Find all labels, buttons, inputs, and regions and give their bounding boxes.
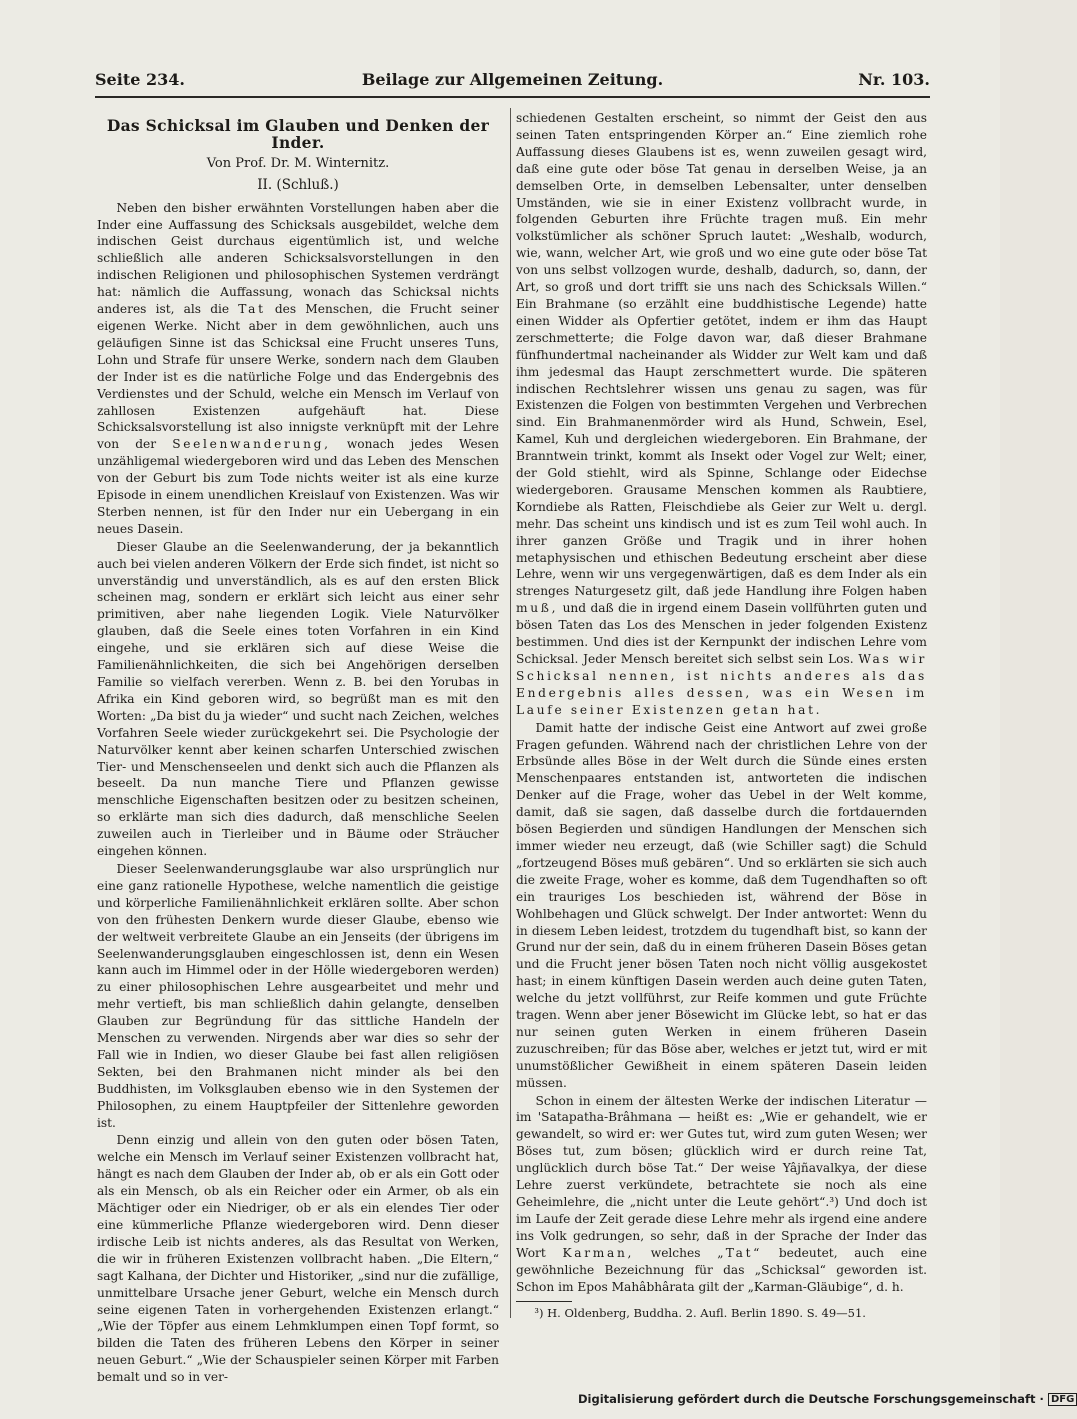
article-title: Das Schicksal im Glauben und Denken der Inder.: [106, 116, 490, 152]
spaced-emphasis: Tat: [238, 302, 266, 317]
paragraph: Schon in einem der ältesten Werke der indischen Literatur — im 'Satapatha-Brâhmana — heißt es: „Wie er gehandelt, wie er gewandelt, so wird er: wer Gutes tut, wird zum guten Wesen; wer Böses tut, zum bösen; glücklich wird er durch reine Tat, unglücklich durch böse Tat.“ Der weise Yâjñavalkya, der diese Lehre zuerst verkündete, betrachtete sie noch als eine Geheimlehre, die „nicht unter die Leute gehört“.³) Und doch ist im Laufe der Zeit gerade diese Lehre mehr als irgend eine andere ins Volk gedrungen, so sehr, daß in der Sprache der Inder das Wort Karman, welches „Tat“ bedeutet, auch eine gewöhnliche Bezeichnung für das „Schicksal“ geworden ist. Schon im Epos Mahâbhârata gilt der „Karman-Gläubige“, d. h.: [516, 1093, 927, 1294]
publication-title: Beilage zur Allgemeinen Zeitung.: [361, 70, 664, 89]
page-number: Seite 234.: [95, 70, 185, 89]
spaced-emphasis: Was wir Schicksal nennen, ist nichts anderes als das Endergebnis alles dessen, was ein Wesen im Laufe seiner Existenzen getan hat.: [516, 652, 927, 717]
paragraph: Dieser Seelenwanderungsglaube war also ursprünglich nur eine ganz rationelle Hypothese, welche namentlich die geistige und körperliche Familienähnlichkeit erklären sollte. Aber schon von den frühesten Denkern wurde dieser Glaube, ebenso wie der weltweit verbreitete Glaube an ein Jenseits (der übrigens im Seelenwanderungsglauben eingeschlossen ist, denn ein Wesen kann auch im Himmel oder in der Hölle wiedergeboren werden) zu einer philosophischen Lehre ausgearbeitet und mehr und mehr vertieft, bis man schließlich dahin gelangte, denselben Glauben zur Begründung für das sittliche Handeln der Menschen zu verwenden. Nirgends aber war dies so sehr der Fall wie in Indien, wo dieser Glaube bei fast allen religiösen Sekten, bei den Brahmanen nicht minder als bei den Buddhisten, im Volksglauben ebenso wie in den Systemen der Philosophen, zu einem Hauptpfeiler der Sittenlehre geworden ist.: [97, 861, 499, 1130]
paragraph: Neben den bisher erwähnten Vorstellungen haben aber die Inder eine Auffassung des Schicksals ausgebildet, welche dem indischen Geist durchaus eigentümlich ist, und welche schließlich alle anderen Schicksalsvorstellungen in den indischen Religionen und philosophischen Systemen verdrängt hat: nämlich die Auffassung, wonach das Schicksal nichts anderes ist, als die Tat des Menschen, die Frucht seiner eigenen Werke. Nicht aber in dem gewöhnlichen, auch uns geläufigen Sinne ist das Schicksal eine Frucht unseres Tuns, Lohn und Strafe für unsere Werke, sondern nach dem Glauben der Inder ist es die natürliche Folge und das Endergebnis des Verdienstes und der Schuld, welche ein Mensch im Verlauf von zahllosen Existenzen aufgehäuft hat. Diese Schicksalsvorstellung ist also innigste verknüpft mit der Lehre von der Seelenwanderung, wonach jedes Wesen unzähligemal wiedergeboren wird und das Leben des Menschen von der Geburt bis zum Tode nichts weiter ist als eine kurze Episode in einem unendlichen Kreislauf von Existenzen. Was wir Sterben nennen, ist für den Inder nur ein Uebergang in ein neues Dasein.: [97, 200, 500, 536]
article-author: Von Prof. Dr. M. Winternitz.: [206, 155, 390, 171]
right-column: [516, 110, 927, 1321]
issue-number: Nr. 103.: [858, 70, 930, 89]
footnote: ³) H. Oldenberg, Buddha. 2. Aufl. Berlin 1890. S. 49—51.: [534, 1306, 866, 1321]
footnote-rule: [516, 1301, 572, 1302]
spaced-emphasis: Seelenwanderung,: [172, 437, 331, 452]
column-divider: [510, 108, 511, 1318]
spaced-emphasis: muß,: [516, 601, 559, 616]
credit-text: Digitalisierung gefördert durch die Deutsche Forschungsgemeinschaft ·: [578, 1392, 1044, 1406]
paragraph: Dieser Glaube an die Seelenwanderung, der ja bekanntlich auch bei vielen anderen Völkern der Erde sich findet, ist nicht so unverständig und unverständlich, als es auf den ersten Blick scheinen mag, sondern er erklärt sich leicht aus einer sehr primitiven, aber nahe liegenden Logik. Viele Naturvölker glauben, daß die Seele eines toten Vorfahren in ein Kind eingehe, und sie erklären sich auf diese Weise die Familienähnlichkeiten, die sich bei Angehörigen derselben Familie so vielfach vererben. Wenn z. B. bei den Yorubas in Afrika ein Kind geboren wird, so begrüßt man es mit den Worten: „Da bist du ja wieder“ und sucht nach Zeichen, welches Vorfahren Seele wieder zurückgekehrt sei. Die Psychologie der Naturvölker kennt aber keinen scharfen Unterschied zwischen Tier- und Menschenseelen und denkt sich auch die Pflanzen als beseelt. Da nun manche Tiere und Pflanzen gewisse menschliche Eigenschaften besitzen oder zu besitzen scheinen, so erklärte man sich dies dadurch, daß menschliche Seelen zuweilen auch in Tierleiber und in Bäume oder Sträucher eingehen können.: [97, 539, 499, 859]
paragraph: Damit hatte der indische Geist eine Antwort auf zwei große Fragen gefunden. Während nach der christlichen Lehre von der Erbsünde alles Böse in der Welt durch die Sünde eines ersten Menschenpaares entstanden ist, antworteten die indischen Denker auf die Frage, woher das Uebel in der Welt komme, damit, daß sie sagen, daß dasselbe durch die fortdauernden bösen Begierden und sündigen Handlungen der Menschen sich immer wieder neu erzeugt, daß (wie Schiller sagt) die Schuld „fortzeugend Böses muß gebären“. Und so erklärten sie sich auch die zweite Frage, woher es komme, daß dem Tugendhaften so oft ein trauriges Los beschieden ist, während der Böse in Wohlbehagen und Glück schwelgt. Der Inder antwortet: Wenn du in diesem Leben leidest, trotzdem du tugendhaft bist, so kann der Grund nur der sein, daß du in einem früheren Dasein Böses getan und die Frucht jener bösen Taten noch nicht völlig ausgekostet hast; in einem künftigen Dasein werden auch deine guten Taten, welche du jetzt vollführst, zur Reife kommen und gute Früchte tragen. Wenn aber jener Bösewicht im Glücke lebt, so hat er das nur seinen guten Werken in einem früheren Dasein zuzuschreiben; für das Böse aber, welches er jetzt tut, wird er mit unumstößlicher Gewißheit in einem späteren Dasein leiden müssen.: [516, 720, 927, 1090]
paragraph: schiedenen Gestalten erscheint, so nimmt der Geist den aus seinen Taten entspringenden Körper an.“ Eine ziemlich rohe Auffassung dieses Glaubens ist es, wenn zuweilen gesagt wird, daß eine gute oder böse Tat genau in derselben Weise, ja an demselben Orte, in demselben Lebensalter, unter denselben Umständen, wie sie in einer Existenz vollbracht wurde, in folgenden Geburten ihre Früchte tragen muß. Ein mehr volkstümlicher als schöner Spruch lautet: „Weshalb, wodurch, wie, wann, welcher Art, wie groß und wo eine gute oder böse Tat von uns selbst vollzogen wurde, deshalb, dadurch, so, dann, der Art, so groß und dort trifft sie uns nach des Schicksals Willen.“ Ein Brahmane (so erzählt eine buddhistische Legende) hatte einen Widder als Opfertier getötet, indem er ihm das Haupt zerschmetterte; die Folge davon war, daß dieser Brahmane fünfhundertmal nacheinander als Widder zur Welt kam und daß ihm jedesmal das Haupt zerschmettert wurde. Die späteren indischen Rechtslehrer wissen uns genau zu sagen, was für Existenzen die Folgen von bestimmten Vergehen und Verbrechen sind. Ein Brahmanenmörder wird als Hund, Schwein, Esel, Kamel, Kuh und dergleichen wiedergeboren. Ein Brahmane, der Branntwein trinkt, kommt als Insekt oder Vogel zur Welt; einer, der Gold stiehlt, wird als Spinne, Schlange oder Eidechse wiedergeboren. Grausame Menschen kommen als Raubtiere, Korndiebe als Ratten, Fleischdiebe als Geier zur Welt u. dergl. mehr. Das scheint uns kindisch und ist es zum Teil wohl auch. In ihrer ganzen Größe und Tragik und in ihrer hohen metaphysischen und ethischen Bedeutung erscheint aber diese Lehre, wenn wir uns vergegenwärtigen, daß es dem Inder als ein strenges Naturgesetz gilt, daß jede Handlung ihre Folgen haben muß, und daß die in irgend einem Dasein vollführten guten und bösen Taten das Los des Menschen in jeder folgenden Existenz bestimmen. Und dies ist der Kernpunkt der indischen Lehre vom Schicksal. Jeder Mensch bereitet sich selbst sein Los. Was wir Schicksal nennen, ist nichts anderes als das Endergebnis alles dessen, was ein Wesen im Laufe seiner Existenzen getan hat.: [516, 111, 928, 717]
left-column: [97, 110, 499, 1386]
spaced-emphasis: „Tat“: [717, 1245, 763, 1260]
spaced-emphasis: Karman,: [562, 1245, 635, 1260]
article-part: II. (Schluß.): [257, 176, 339, 193]
header-rule: [95, 96, 930, 98]
dfg-logo-icon: DFG: [1048, 1393, 1077, 1406]
digitization-credit: [578, 1392, 1075, 1408]
paragraph: Denn einzig und allein von den guten oder bösen Taten, welche ein Mensch im Verlauf seiner Existenzen vollbracht hat, hängt es nach dem Glauben der Inder ab, ob er als ein Gott oder als ein Mensch, ob als ein Reicher oder ein Armer, ob als ein Mächtiger oder ein Niedriger, ob er als ein elendes Tier oder eine kümmerliche Pflanze wiedergeboren wird. Denn dieser irdische Leib ist nichts anderes, als das Resultat von Werken, die wir in früheren Existenzen vollbracht haben. „Die Eltern,“ sagt Kalhana, der Dichter und Historiker, „sind nur die zufällige, unmittelbare Ursache jener Geburt, welche ein Mensch durch seine eigenen Taten in vorhergehenden Existenzen erlangt.“ „Wie der Töpfer aus einem Lehmklumpen einen Topf formt, so bilden die Taten des früheren Lebens den Körper in seiner neuen Geburt.“ „Wie der Schauspieler seinen Körper mit Farben bemalt und so in ver-: [97, 1133, 499, 1385]
page-header: [95, 70, 930, 96]
